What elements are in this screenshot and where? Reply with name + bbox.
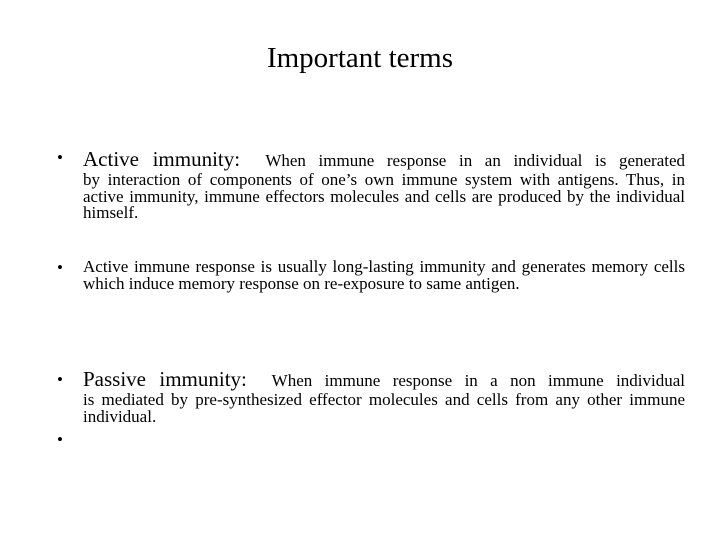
slide-title: Important terms — [266, 42, 454, 74]
bullet-marker: • — [57, 430, 63, 449]
bullet-first-line — [83, 148, 685, 172]
term-passive-immunity: Passive immunity: — [83, 367, 247, 391]
bullet-marker: • — [57, 370, 63, 389]
definition-body: by interaction of components of one’s own immune system with antigens. Thus, in active immunity, immune effectors molecules and cells are produced by the individual himself. — [83, 170, 685, 222]
bullet-item-active-immunity — [83, 148, 685, 222]
bullet-marker: • — [57, 258, 63, 277]
term-active-immunity: Active immunity: — [83, 147, 241, 171]
bullet-first-line — [83, 368, 685, 392]
definition-lead: When immune response in a non immune individual — [271, 371, 686, 390]
bullet-marker: • — [57, 148, 63, 167]
definition-body: is mediated by pre-synthesized effector molecules and cells from any other immune individual. — [83, 390, 685, 426]
definition-lead: When immune response in an individual is generated — [265, 151, 686, 170]
bullet-item-active-response: Active immune response is usually long-lasting immunity and generates memory cells which induce memory response on re-exposure to same antigen. — [83, 257, 685, 293]
bullet-item-passive-immunity — [83, 368, 685, 425]
